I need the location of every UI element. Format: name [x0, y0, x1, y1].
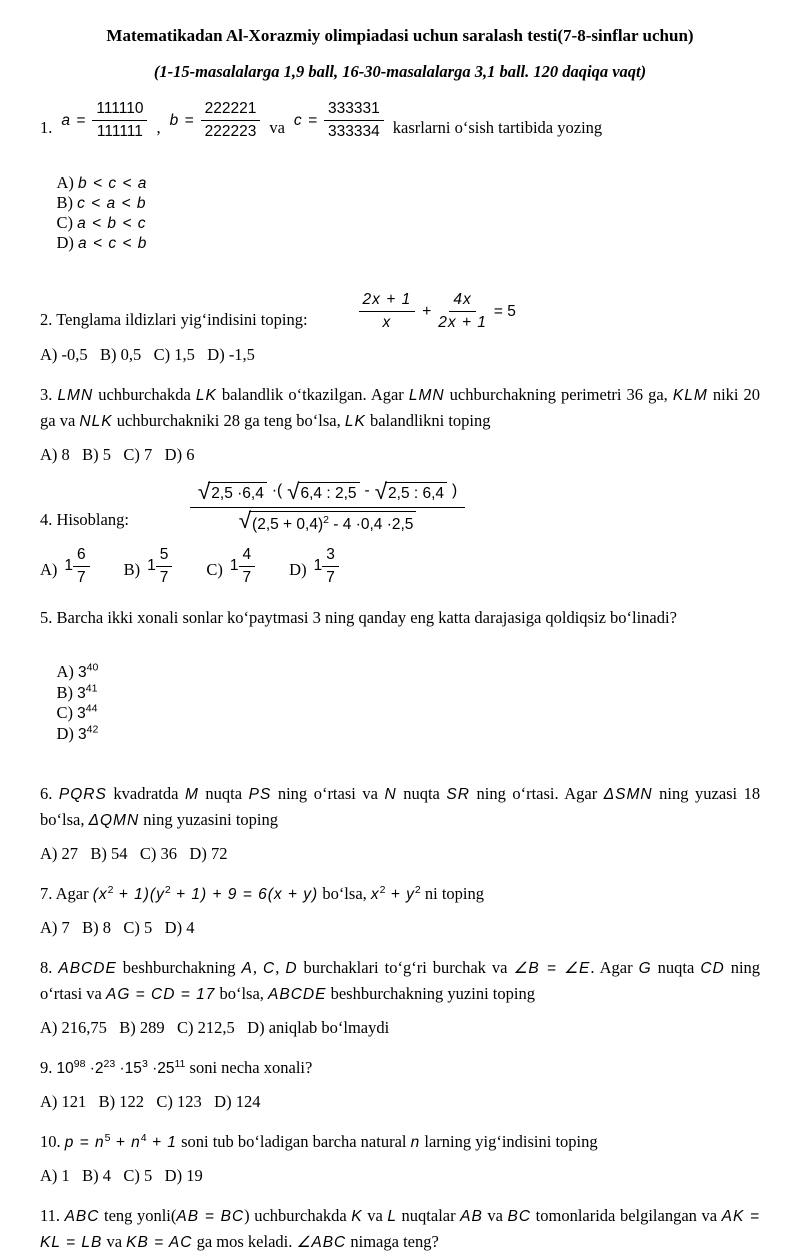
mixed-number — [64, 545, 89, 588]
q7-expression — [370, 883, 421, 903]
q5-answer-b — [57, 683, 98, 702]
power-base: ·15 — [115, 1059, 142, 1077]
q11-text: nuqtalar — [401, 1205, 456, 1225]
q6-text: nuqta — [205, 783, 243, 803]
question-8 — [40, 955, 760, 1007]
q1-var-a: a = — [61, 111, 87, 129]
q6-math: N — [384, 785, 397, 803]
q6-math: PQRS — [58, 785, 107, 803]
math-text: (x — [92, 885, 108, 903]
answer-label: A) — [56, 662, 74, 682]
q8-answers: A) 216,75 B) 289 C) 212,5 D) aniqlab bo‘lmaydi — [40, 1017, 390, 1037]
question-11 — [40, 1203, 760, 1255]
whole-part: 1 — [313, 557, 323, 575]
q10-number: 10. — [40, 1131, 61, 1151]
q11-text: nimaga teng? — [350, 1231, 439, 1251]
answer-label: C) — [56, 703, 73, 723]
q1-fraction-a — [61, 99, 147, 142]
q4-answers — [40, 545, 760, 588]
doc-title: Matematikadan Al-Xorazmiy olimpiadasi uchun saralash testi(7-8-sinflar uchun) — [106, 26, 694, 45]
q8-text: beshburchakning — [122, 957, 236, 977]
q11-math: KB = AC — [126, 1233, 193, 1251]
q9-answers: A) 121 B) 122 C) 123 D) 124 — [40, 1091, 261, 1111]
power-exponent: 41 — [85, 682, 98, 695]
q2-answers: A) -0,5 B) 0,5 C) 1,5 D) -1,5 — [40, 344, 255, 364]
q10-text: larning yig‘indisini toping — [424, 1131, 598, 1151]
q6-text: nuqta — [403, 783, 440, 803]
q3-text: uchburchakda — [98, 384, 191, 404]
whole-part: 1 — [229, 557, 239, 575]
power-exponent: 3 — [141, 1057, 148, 1070]
q3-math: LMN — [57, 386, 94, 404]
math-fraction — [359, 290, 416, 333]
q8-math: G — [638, 959, 652, 977]
q6-math: PS — [248, 785, 272, 803]
answer-label: B) — [56, 682, 73, 702]
fraction-denominator: 7 — [326, 568, 335, 586]
power-base: 3 — [78, 725, 87, 743]
q7-text: bo‘lsa, — [322, 883, 367, 903]
q11-text: va — [487, 1205, 503, 1225]
q9-number: 9. — [40, 1057, 53, 1077]
exponent: 2 — [107, 883, 114, 896]
power-base: ·2 — [85, 1059, 104, 1077]
q8-math: ABCDE — [58, 959, 117, 977]
math-text: + n — [110, 1133, 141, 1151]
radical-sign-icon: √ — [287, 478, 300, 504]
q6-math: M — [184, 785, 199, 803]
power-base: ·25 — [147, 1059, 175, 1077]
q6-math: SR — [446, 785, 470, 803]
radical-body: 2,5 : 6,4 — [385, 482, 447, 503]
q11-math: L — [387, 1207, 397, 1225]
exponent: 4 — [140, 1131, 147, 1144]
q8-math: A — [241, 959, 253, 977]
radical-body — [249, 511, 416, 534]
big-fraction-denominator — [239, 508, 417, 534]
power-exponent: 98 — [73, 1057, 86, 1070]
math-fraction — [324, 99, 384, 142]
q6-math: ΔQMN — [88, 811, 140, 829]
q11-math: AB — [460, 1207, 483, 1225]
fraction-numerator: 4 — [239, 545, 256, 567]
exponent: 5 — [104, 1131, 111, 1144]
power-exponent: 44 — [85, 702, 98, 715]
q10-math: n — [410, 1133, 421, 1151]
q6-text: ning yuzasi 18 bo‘lsa, — [40, 783, 761, 829]
question-6 — [40, 781, 760, 833]
q3-text: balandlikni toping — [369, 410, 491, 430]
math-fraction — [92, 99, 147, 142]
radical-body: 2,5 ·6,4 — [208, 482, 267, 503]
fraction-denominator: 222223 — [204, 123, 257, 141]
q3-text: balandlik o‘tkazilgan. Agar — [221, 384, 404, 404]
q9-text: soni necha xonali? — [189, 1057, 313, 1077]
radical — [287, 478, 359, 504]
radical-sign-icon: √ — [374, 478, 388, 504]
q11-text: ) uchburchakda — [244, 1205, 347, 1225]
q4-text: 4. Hisoblang: — [40, 509, 129, 529]
q6-math: ΔSMN — [603, 785, 653, 803]
q8-math: C — [262, 959, 276, 977]
q3-math: KLM — [672, 386, 708, 404]
question-2 — [40, 290, 760, 333]
q11-text: va — [367, 1205, 383, 1225]
q11-text: teng yonli( — [104, 1205, 177, 1225]
fraction-numerator: 3 — [322, 545, 339, 567]
math-fraction — [322, 545, 339, 588]
answer-label: D) — [289, 560, 307, 580]
fraction-denominator: 7 — [159, 568, 169, 586]
q4-answer-c — [206, 545, 255, 588]
q5-answer-a — [57, 662, 99, 681]
q8-text: , — [252, 957, 257, 977]
q11-text: tomonlarida belgilangan va — [535, 1205, 718, 1225]
math-fraction — [73, 545, 90, 588]
fraction-denominator: 333334 — [328, 123, 380, 141]
q3-answers: A) 8 B) 5 C) 7 D) 6 — [40, 444, 195, 464]
fraction-denominator: x — [382, 314, 392, 332]
fraction-numerator: 222221 — [201, 99, 261, 121]
q8-math: D — [285, 959, 298, 977]
answer-label: A) — [40, 560, 58, 580]
q6-text: kvadratda — [113, 783, 179, 803]
q11-math: ∠ABC — [296, 1233, 347, 1251]
answer-label: B) — [56, 193, 73, 213]
radical — [374, 478, 447, 504]
exponent: 2 — [164, 883, 171, 896]
power-base: 10 — [56, 1059, 74, 1077]
math-text: x — [370, 885, 380, 903]
answer-label: B) — [123, 560, 141, 580]
fraction-denominator: 7 — [242, 568, 252, 586]
whole-part: 1 — [64, 557, 74, 575]
power-exponent: 42 — [86, 723, 99, 736]
q3-math: NLK — [79, 412, 113, 430]
power-exponent: 40 — [86, 661, 99, 674]
answer-math: b < c < a — [78, 175, 148, 193]
answer-label: D) — [56, 723, 74, 743]
q9-expression — [56, 1057, 186, 1077]
radical — [197, 478, 267, 504]
minus-sign: - — [364, 481, 370, 499]
question-4 — [40, 478, 760, 534]
answer-label: C) — [56, 213, 73, 233]
q8-text: beshburchakning yuzini toping — [330, 983, 535, 1003]
q6-number: 6. — [40, 783, 53, 803]
q7-text: 7. Agar — [40, 883, 89, 903]
q8-math: CD — [700, 959, 725, 977]
answer-math: a < b < c — [77, 215, 147, 233]
fraction-numerator: 2x + 1 — [359, 290, 416, 312]
q6-text: ning o‘rtasi va — [277, 783, 378, 803]
q7-equation — [92, 883, 319, 903]
q11-math: ABC — [64, 1207, 100, 1225]
fraction-denominator: 2x + 1 — [438, 314, 487, 332]
close-paren: ) — [452, 481, 458, 499]
q8-math: ABCDE — [268, 985, 327, 1003]
mixed-number — [314, 545, 339, 588]
big-fraction-numerator — [190, 478, 465, 508]
q4-den-base: (2,5 + 0,4) — [252, 515, 324, 533]
q4-mid: ·( — [271, 481, 283, 499]
math-text: + y — [385, 885, 415, 903]
q1-answer-b — [57, 193, 147, 212]
question-5: 5. Barcha ikki xonali sonlar ko‘paytmasi 3 ning qanday eng katta darajasiga qoldiqsiz bo‘linadi? — [40, 608, 677, 628]
question-1 — [40, 99, 760, 142]
q4-answer-d — [289, 545, 339, 588]
q8-text: nuqta — [657, 957, 695, 977]
q4-answer-a — [40, 545, 90, 588]
radical-sign-icon: √ — [238, 507, 252, 533]
q1-va: va — [269, 118, 285, 138]
q1-answer-d — [57, 233, 148, 252]
q1-var-b: b = — [169, 111, 195, 129]
fraction-numerator: 333331 — [324, 99, 384, 121]
mixed-number — [230, 545, 255, 588]
math-fraction — [201, 99, 261, 142]
q11-math: K — [351, 1207, 363, 1225]
q4-answer-b — [124, 545, 173, 588]
q2-equation — [359, 290, 516, 333]
q4-den-exponent: 2 — [323, 513, 329, 526]
exponent: 2 — [379, 883, 386, 896]
exponent: 2 — [414, 883, 421, 896]
q8-text: bo‘lsa, — [219, 983, 264, 1003]
q11-math: BC — [507, 1207, 532, 1225]
q10-text: soni tub bo‘ladigan barcha natural — [181, 1131, 407, 1151]
answer-label: C) — [206, 560, 223, 580]
q6-text: ning yuzasini toping — [143, 809, 279, 829]
power-exponent: 11 — [174, 1057, 186, 1070]
equals-value: = 5 — [493, 302, 516, 320]
question-7 — [40, 881, 760, 907]
answer-math: a < c < b — [78, 235, 148, 253]
mixed-number — [147, 545, 172, 588]
q8-text: burchaklari to‘g‘ri burchak va — [303, 957, 508, 977]
math-text: + 1)(y — [113, 885, 165, 903]
radical-body: 6,4 : 2,5 — [298, 482, 360, 503]
answer-label: A) — [56, 173, 74, 193]
q5-answer-c — [57, 703, 98, 722]
q1-answer-a — [57, 173, 148, 192]
fraction-numerator: 6 — [73, 545, 90, 567]
q5-answer-d — [57, 724, 99, 743]
power-base: 3 — [77, 684, 86, 702]
q2-text: 2. Tenglama ildizlari yig‘indisini toping: — [40, 309, 308, 329]
q8-math: AG = CD = 17 — [105, 985, 216, 1003]
q3-math: LK — [344, 412, 366, 430]
q1-var-c: c = — [293, 111, 319, 129]
q8-math: ∠B = ∠E — [513, 959, 591, 977]
q3-number: 3. — [40, 384, 53, 404]
math-text: + 1) + 9 = 6(x + y) — [170, 885, 319, 903]
q1-answer-c — [57, 213, 147, 232]
math-text: p = n — [64, 1133, 105, 1151]
q7-answers: A) 7 B) 8 C) 5 D) 4 — [40, 917, 195, 937]
question-9 — [40, 1055, 760, 1081]
q1-tail: kasrlarni o‘sish tartibida yozing — [392, 118, 603, 138]
math-text: + 1 — [146, 1133, 177, 1151]
power-base: 3 — [77, 705, 86, 723]
q1-fraction-c — [294, 99, 384, 142]
plus-sign: + — [422, 302, 432, 320]
q6-answers: A) 27 B) 54 C) 36 D) 72 — [40, 843, 228, 863]
fraction-numerator: 111110 — [92, 99, 147, 121]
fraction-denominator: 7 — [77, 568, 86, 586]
q3-math: LMN — [408, 386, 445, 404]
q1-number: 1. — [40, 118, 53, 138]
q6-text: ning o‘rtasi. Agar — [476, 783, 598, 803]
question-3 — [40, 382, 760, 434]
q5-answers — [40, 642, 760, 764]
power-exponent: 23 — [103, 1057, 116, 1070]
power-base: 3 — [78, 664, 87, 682]
answer-label: D) — [56, 233, 74, 253]
math-fraction — [156, 545, 173, 588]
q3-text: uchburchakniki 28 ga teng bo‘lsa, — [116, 410, 341, 430]
radical — [238, 507, 417, 534]
radical-sign-icon: √ — [197, 478, 211, 504]
doc-subtitle: (1-15-masalalarga 1,9 ball, 16-30-masalalarga 3,1 ball. 120 daqiqa vaqt) — [153, 62, 647, 81]
fraction-denominator: 111111 — [96, 123, 143, 141]
q3-text: niki 20 ga va — [40, 384, 761, 430]
q7-text: ni toping — [424, 883, 485, 903]
q11-text: va — [106, 1231, 123, 1251]
answer-math: c < a < b — [77, 195, 147, 213]
q1-answers — [40, 153, 760, 273]
q3-math: LK — [195, 386, 217, 404]
q11-math: AK = KL = LB — [40, 1207, 761, 1251]
q8-text: , — [275, 957, 280, 977]
q3-text: uchburchakning perimetri 36 ga, — [449, 384, 668, 404]
q11-number: 11. — [40, 1205, 61, 1225]
question-10 — [40, 1129, 760, 1155]
fraction-numerator: 5 — [156, 545, 173, 567]
q8-number: 8. — [40, 957, 53, 977]
q8-text: . Agar — [590, 957, 633, 977]
q11-math: AB = BC — [176, 1207, 245, 1225]
q11-text: ga mos keladi. — [196, 1231, 293, 1251]
fraction-numerator: 4x — [449, 290, 475, 312]
q10-answers: A) 1 B) 4 C) 5 D) 19 — [40, 1165, 203, 1185]
math-fraction — [438, 290, 487, 333]
q8-text: ning o‘rtasi va — [40, 957, 761, 1003]
q10-equation — [64, 1131, 177, 1151]
q4-den-rest: - 4 ·0,4 ·2,5 — [333, 515, 414, 533]
q4-equation — [190, 478, 465, 534]
q1-comma: , — [156, 118, 161, 138]
math-fraction — [239, 545, 256, 588]
whole-part: 1 — [147, 557, 156, 575]
q1-fraction-b — [170, 99, 261, 142]
